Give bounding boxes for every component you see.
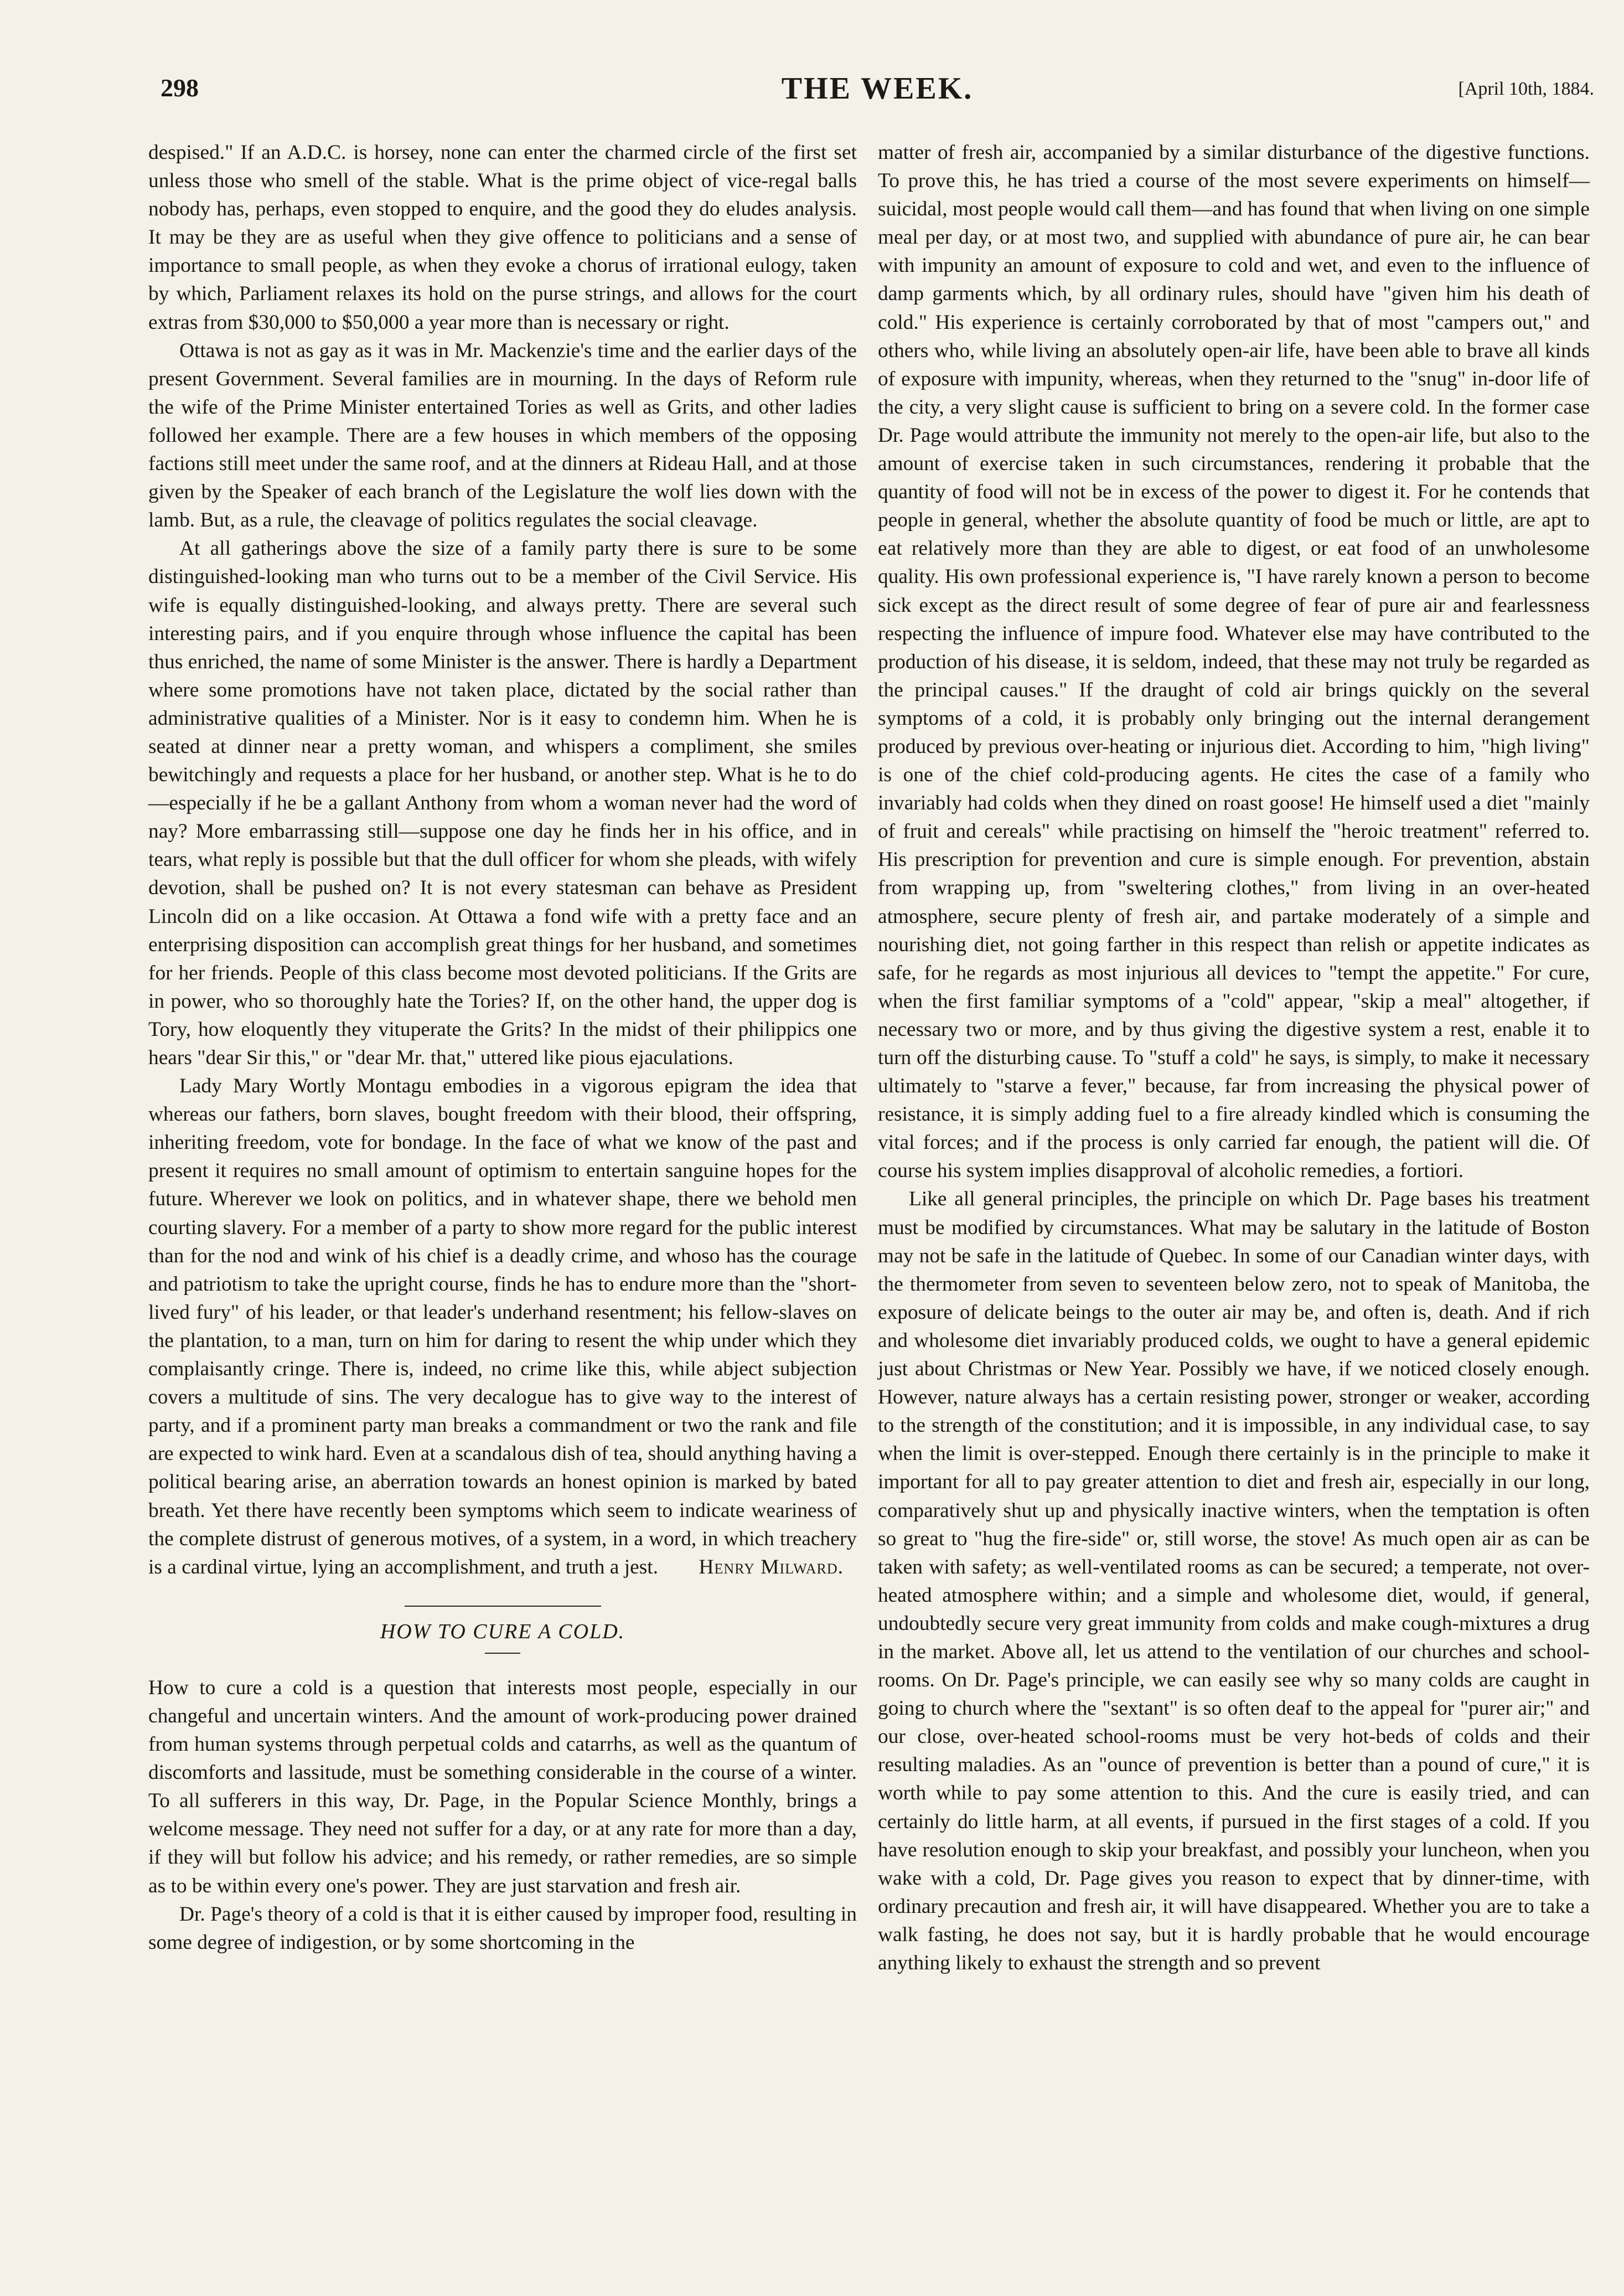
article-paragraph: despised." If an A.D.C. is horsey, none can enter the charmed circle of the first set unless those who smell of the stable. What is the prime object of vice-regal balls nobody has, perhaps, even stopped to enquire, and the good they do eludes analysis. It may be they are as useful when they give offence to politicians and a sense of importance to small people, as when they evoke a chorus of irrational eulogy, taken by which, Parliament relaxes its hold on the purse strings, and allows for the court extras from $30,000 to $50,000 a year more than is necessary or right. — [148, 141, 857, 334]
section-title: HOW TO CURE A COLD. — [380, 1619, 625, 1643]
issue-date: [April 10th, 1884. — [1458, 79, 1594, 99]
article-paragraph-text: Lady Mary Wortly Montagu embodies in a vigorous epigram the idea that whereas our fathers, born slaves, bought freedom with their blood, their offspring, inheriting freedom, vote for bondage. In the face of what we know of the past and present it requires no small amount of optimism to entertain sanguine hopes for the future. Wherever we look on politics, and in whatever shape, there we behold men courting slavery. For a member of a party to show more regard for the public interest than for the nod and wink of his chief is a deadly crime, and whoso has the courage and patriotism to take the upright course, finds he has to endure more than the "short-lived fury" of his leader, or that leader's underhand resentment; his fellow-slaves on the plantation, to a man, turn on him for daring to resent the whip under which they complaisantly cringe. There is, indeed, no crime like this, while abject subjection covers a multitude of sins. The very decalogue has to give way to the interest of party, and if a prominent party man breaks a commandment or two the rank and file are expected to wink hard. Even at a scandalous dish of tea, should anything having a political bearing arise, an aberration towards an honest opinion is marked by bated breath. Yet there have recently been symptoms which seem to indicate weariness of the complete distrust of generous motives, of a system, in a word, in which treachery is a cardinal virtue, lying an accomplishment, and truth a jest. — [148, 1075, 857, 1578]
article-paragraph: Dr. Page's theory of a cold is that it is either caused by improper food, resulting in some degree of indigestion, or by some shortcoming in the — [148, 1902, 857, 1954]
left-column — [148, 138, 857, 1957]
page-header — [161, 73, 1594, 117]
article-paragraph: Like all general principles, the principle on which Dr. Page bases his treatment must be modified by circumstances. What may be salutary in the latitude of Boston may not be safe in the latitude of Quebec. In some of our Canadian winter days, with the thermometer from seven to seventeen below zero, not to speak of Manitoba, the exposure of delicate beings to the outer air may be, and often is, death. And if rich and wholesome diet invariably produced colds, we ought to have a general epidemic just about Christmas or New Year. Possibly we have, if we noticed closely enough. However, nature always has a certain resisting power, stronger or weaker, according to the strength of the constitution; and it is impossible, in any individual case, to say when the limit is over-stepped. Enough there certainly is in the principle to make it important for all to pay greater attention to diet and fresh air, especially in our long, comparatively shut up and physically inactive winters, when the temptation is often so great to "hug the fire-side" or, still worse, the stove! As much open air as can be taken with safety; as well-ventilated rooms as can be secured; a temperate, not over-heated atmosphere within; and a simple and wholesome diet, would, if general, undoubtedly secure very great immunity from colds and make cough-mixtures a drug in the market. Above all, let us attend to the ventilation of our churches and school-rooms. On Dr. Page's principle, we can easily see why so many colds are caught in going to church where the "sextant" is so often deaf to the appeal for "purer air;" and our close, over-heated school-rooms must be very hot-beds of colds and their resulting maladies. As an "ounce of prevention is better than a pound of cure," it is worth while to pay some attention to this. And the cure is easily tried, and can certainly do little harm, at all events, if pursued in the first stages of a cold. If you have resolution enough to skip your breakfast, and possibly your luncheon, when you wake with a cold, Dr. Page gives you reason to expect that by dinner-time, with ordinary precaution and fresh air, it will have disappeared. Whether you are to take a walk fasting, he does not say, but it is hardly probable that he would encourage anything likely to exhaust the strength and so prevent — [878, 1188, 1590, 1974]
right-column — [878, 138, 1590, 1977]
article-paragraph: At all gatherings above the size of a family party there is sure to be some distinguished-looking man who turns out to be a member of the Civil Service. His wife is equally distinguished-looking, and always pretty. There are several such interesting pairs, and if you enquire through whose influence the capital has been thus enriched, the name of some Minister is the answer. There is hardly a Department where some promotions have not taken place, dictated by the social rather than administrative qualities of a Minister. Nor is it easy to condemn him. When he is seated at dinner near a pretty woman, and whispers a compliment, she smiles bewitchingly and requests a place for her husband, or another step. What is he to do—especially if he be a gallant Anthony from whom a woman never had the word of nay? More embarrassing still—suppose one day he finds her in his office, and in tears, what reply is possible but that the dull officer for whom she pleads, with wifely devotion, shall be pushed on? It is not every statesman can behave as President Lincoln did on a like occasion. At Ottawa a fond wife with a pretty face and an enterprising disposition can accomplish great things for her husband, and sometimes for her friends. People of this class become most devoted politicians. If the Grits are in power, who so thoroughly hate the Tories? If, on the other hand, the upper dog is Tory, how eloquently they vituperate the Grits? In the midst of their philippics one hears "dear Sir this," or "dear Mr. that," uttered like pious ejaculations. — [148, 537, 857, 1069]
title-underline — [485, 1653, 520, 1654]
article-paragraph: matter of fresh air, accompanied by a similar disturbance of the digestive functions. To prove this, he has tried a course of the most severe experiments on himself—suicidal, most people would call them—and has found that when living on one simple meal per day, or at most two, and supplied with abundance of pure air, he can bear with impunity an amount of exposure to cold and wet, and even to the influence of damp garments which, by all ordinary rules, should have "given him his death of cold." His experience is certainly corroborated by that of most "campers out," and others who, while living an absolutely open-air life, have been able to brave all kinds of exposure with impunity, whereas, when they returned to the "snug" in-door life of the city, a very slight cause is sufficient to bring on a severe cold. In the former case Dr. Page would attribute the immunity not merely to the open-air life, but also to the amount of exercise taken in such circumstances, rendering it probable that the quantity of food will not be in excess of the power to digest it. For he contends that people in general, whether the absolute quantity of food be much or little, are apt to eat relatively more than they are able to digest, or eat food of an unwholesome quality. His own professional experience is, "I have rarely known a person to become sick except as the direct result of some degree of fear of pure air and fearlessness respecting the influence of impure food. Whatever else may have contributed to the production of his disease, it is seldom, indeed, that these may not truly be regarded as the principal causes." If the draught of cold air brings quickly on the several symptoms of a cold, it is probably only bringing out the internal derangement produced by previous over-heating or injurious diet. According to him, "high living" is one of the chief cold-producing agents. He cites the case of a family who invariably had colds when they dined on roast goose! He himself used a diet "mainly of fruit and cereals" while practising on himself the "heroic treatment" referred to. His prescription for prevention and cure is simple enough. For prevention, abstain from wrapping up, from "sweltering clothes," from living in an over-heated atmosphere, secure plenty of fresh air, and partake moderately of a simple and nourishing diet, not going farther in this respect than relish or appetite indicates as safe, for he regards as most injurious all devices to "tempt the appetite." For cure, when the first familiar symptoms of a "cold" appear, "skip a meal" altogether, if necessary two or more, and by thus giving the digestive system a rest, enable it to turn off the disturbing cause. To "stuff a cold" he says, is simply, to make it necessary ultimately to "starve a fever," because, far from increasing the physical power of resistance, it is simply adding fuel to a fire already kindled which is consuming the vital forces; and if the process is only carried far enough, the patient will die. Of course his system implies disapproval of alcoholic remedies, a fortiori. — [878, 141, 1590, 1183]
page-number: 298 — [161, 74, 199, 102]
article-paragraph: Ottawa is not as gay as it was in Mr. Mackenzie's time and the earlier days of the present Government. Several families are in mourning. In the days of Reform rule the wife of the Prime Minister entertained Tories as well as Grits, and other ladies followed her example. There are a few houses in which members of the opposing factions still meet under the same roof, and at the dinners at Rideau Hall, and at those given by the Speaker of each branch of the Legislature the wolf lies down with the lamb. But, as a rule, the cleavage of politics regulates the social cleavage. — [148, 339, 857, 532]
author-signature: Henry Milward. — [699, 1555, 844, 1578]
article-paragraph: How to cure a cold is a question that interests most people, especially in our changeful and uncertain winters. And the amount of work-producing power drained from human systems through perpetual colds and catarrhs, as well as the quantum of discomforts and lassitude, must be something considerable in the course of a winter. To all sufferers in this way, Dr. Page, in the Popular Science Monthly, brings a welcome message. They need not suffer for a day, or at any rate for more than a day, if they will but follow his advice; and his remedy, or rather remedies, are so simple as to be within every one's power. They are just starvation and fresh air. — [148, 1676, 857, 1897]
masthead-title: THE WEEK. — [781, 71, 974, 106]
article-paragraph — [148, 1072, 857, 1581]
section-divider — [405, 1606, 601, 1607]
